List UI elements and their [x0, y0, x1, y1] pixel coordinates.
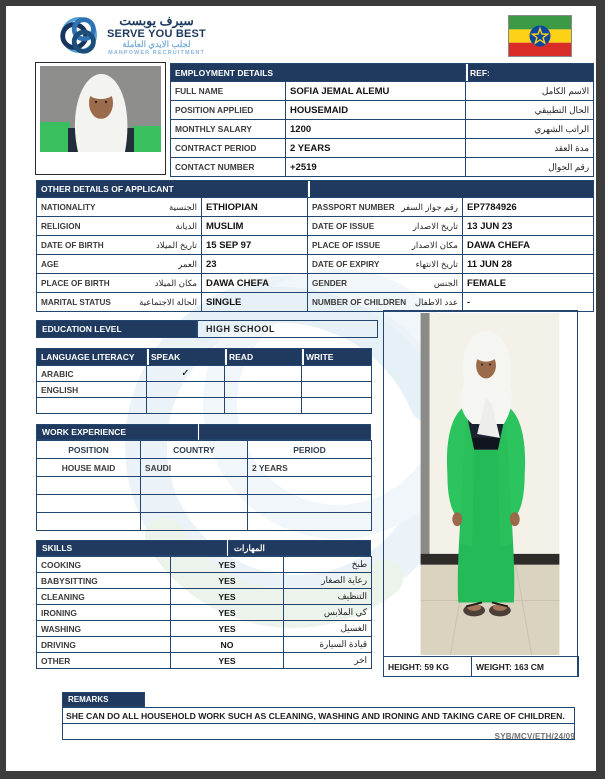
- field-label-cell: NUMBER OF CHILDREN عدد الاطفال: [308, 293, 463, 312]
- education-level-value: HIGH SCHOOL: [197, 320, 378, 338]
- other-details-table: [36, 180, 594, 312]
- language-literacy-header: LANGUAGE LITERACY: [37, 349, 147, 366]
- field-value: HOUSEMAID: [286, 101, 466, 120]
- agency-arabic-subtitle: لجلب الايدي العاملة: [122, 39, 191, 50]
- skills-header-arabic: المهارات: [228, 540, 371, 556]
- skills-section: [36, 540, 371, 556]
- field-arabic-label: مدة العقد: [466, 139, 594, 158]
- field-label: CONTRACT PERIOD: [171, 139, 286, 158]
- language-literacy-table: [36, 348, 372, 414]
- skill-label: DRIVING: [37, 637, 171, 653]
- work-experience-header-right: [199, 424, 371, 440]
- position-header: POSITION: [37, 441, 141, 459]
- field-label-cell: RELIGION الديانة: [37, 217, 202, 236]
- field-arabic-label: الاسم الكامل: [466, 82, 594, 101]
- field-label-cell: DATE OF EXPIRY تاريخ الانتهاء: [308, 255, 463, 274]
- field-value: DAWA CHEFA: [463, 236, 594, 255]
- field-value: MUSLIM: [202, 217, 308, 236]
- skill-label: IRONING: [37, 605, 171, 621]
- read-cell: [225, 366, 302, 382]
- field-value: FEMALE: [463, 274, 594, 293]
- field-label-cell: PLACE OF ISSUE مكان الاصدار: [308, 236, 463, 255]
- skill-value: NO: [171, 637, 284, 653]
- agency-logo: [56, 11, 206, 59]
- skill-arabic: قيادة السيارة: [284, 637, 372, 653]
- period-value: [248, 477, 372, 495]
- skill-label: COOKING: [37, 557, 171, 573]
- country-header: COUNTRY: [141, 441, 248, 459]
- skill-value: YES: [171, 589, 284, 605]
- country-value: [141, 513, 248, 531]
- period-value: [248, 513, 372, 531]
- field-label: POSITION APPLIED: [171, 101, 286, 120]
- skill-label: OTHER: [37, 653, 171, 669]
- field-value: 23: [202, 255, 308, 274]
- field-label: FULL NAME: [171, 82, 286, 101]
- speak-checkmark-icon: ✓: [147, 366, 225, 382]
- period-header: PERIOD: [248, 441, 372, 459]
- skill-value: YES: [171, 605, 284, 621]
- field-value: 13 JUN 23: [463, 217, 594, 236]
- field-label-cell: AGE العمر: [37, 255, 202, 274]
- field-label: MONTHLY SALARY: [171, 120, 286, 139]
- language-name: [37, 398, 147, 414]
- field-value: 15 SEP 97: [202, 236, 308, 255]
- weight-value: WEIGHT: 163 CM: [472, 657, 579, 677]
- field-value: 2 YEARS: [286, 139, 466, 158]
- agency-logo-mark-icon: [56, 11, 102, 59]
- field-label-cell: GENDER الجنس: [308, 274, 463, 293]
- applicant-portrait-photo: [35, 62, 166, 175]
- write-header: WRITE: [302, 349, 372, 366]
- write-cell: [302, 398, 372, 414]
- skill-label: WASHING: [37, 621, 171, 637]
- field-arabic-label: الراتب الشهري: [466, 120, 594, 139]
- remarks-header: REMARKS: [62, 692, 145, 707]
- field-value: ETHIOPIAN: [202, 198, 308, 217]
- read-cell: [225, 382, 302, 398]
- field-value: +2519: [286, 158, 466, 177]
- education-level-header: EDUCATION LEVEL: [36, 320, 197, 338]
- field-label-cell: NATIONALITY الجنسية: [37, 198, 202, 217]
- position-value: HOUSE MAID: [37, 459, 141, 477]
- field-value: -: [463, 293, 594, 312]
- field-value: DAWA CHEFA: [202, 274, 308, 293]
- read-cell: [225, 398, 302, 414]
- work-experience-header: WORK EXPERIENCE: [36, 424, 198, 440]
- field-value: SOFIA JEMAL ALEMU: [286, 82, 466, 101]
- country-value: SAUDI: [141, 459, 248, 477]
- speak-header: SPEAK: [147, 349, 225, 366]
- skill-value: YES: [171, 557, 284, 573]
- agency-subtitle: MANPOWER RECRUITMENT: [108, 49, 205, 56]
- field-value: SINGLE: [202, 293, 308, 312]
- field-label-cell: DATE OF ISSUE تاريخ الاصدار: [308, 217, 463, 236]
- employment-details-header: EMPLOYMENT DETAILS: [171, 64, 466, 82]
- skill-value: YES: [171, 621, 284, 637]
- other-details-header: OTHER DETAILS OF APPLICANT: [37, 181, 308, 198]
- skill-arabic: اخر: [284, 653, 372, 669]
- skills-table: [36, 556, 372, 669]
- skill-value: YES: [171, 573, 284, 589]
- work-experience-table: [36, 440, 372, 531]
- height-value: HEIGHT: 59 KG: [384, 657, 472, 677]
- field-arabic-label: رقم الجوال: [466, 158, 594, 177]
- field-value: 11 JUN 28: [463, 255, 594, 274]
- language-name: ENGLISH: [37, 382, 147, 398]
- skill-value: YES: [171, 653, 284, 669]
- field-label-cell: MARITAL STATUS الحالة الاجتماعية: [37, 293, 202, 312]
- document-ref-code: SYB/MCV/ETH/24/09: [494, 732, 575, 741]
- remarks-text: SHE CAN DO ALL HOUSEHOLD WORK SUCH AS CLEANING, WASHING AND IRONING AND TAKING CARE OF CHILDREN.: [62, 707, 575, 724]
- agency-title: SERVE YOU BEST: [107, 28, 206, 40]
- position-value: [37, 477, 141, 495]
- ethiopia-flag-icon: [508, 15, 572, 57]
- country-value: [141, 495, 248, 513]
- skill-arabic: رعاية الصغار: [284, 573, 372, 589]
- read-header: READ: [225, 349, 302, 366]
- applicant-fullbody-photo: [420, 313, 560, 655]
- skill-arabic: كي الملابس: [284, 605, 372, 621]
- ref-header: REF:: [466, 64, 594, 82]
- skill-label: BABYSITTING: [37, 573, 171, 589]
- field-arabic-label: الحال التطبيقي: [466, 101, 594, 120]
- employment-details-table: [170, 63, 594, 177]
- speak-cell: [147, 382, 225, 398]
- speak-cell: [147, 398, 225, 414]
- language-name: ARABIC: [37, 366, 147, 382]
- position-value: [37, 513, 141, 531]
- field-label-cell: PASSPORT NUMBER رقم جواز السفر: [308, 198, 463, 217]
- write-cell: [302, 382, 372, 398]
- write-cell: [302, 366, 372, 382]
- skill-arabic: التنظيف: [284, 589, 372, 605]
- education-level-section: [36, 320, 197, 338]
- position-value: [37, 495, 141, 513]
- period-value: [248, 495, 372, 513]
- skills-header: SKILLS: [36, 540, 227, 556]
- field-label-cell: DATE OF BIRTH تاريخ الميلاد: [37, 236, 202, 255]
- remarks-section: [62, 692, 145, 707]
- field-value: EP7784926: [463, 198, 594, 217]
- period-value: 2 YEARS: [248, 459, 372, 477]
- agency-arabic-title: سيرف يوبست: [119, 14, 194, 28]
- work-experience-section: [36, 424, 371, 440]
- skill-label: CLEANING: [37, 589, 171, 605]
- other-details-header-right: [308, 181, 594, 198]
- field-label-cell: PLACE OF BIRTH مكان الميلاد: [37, 274, 202, 293]
- country-value: [141, 477, 248, 495]
- skill-arabic: طبخ: [284, 557, 372, 573]
- field-label: CONTACT NUMBER: [171, 158, 286, 177]
- skill-arabic: الغسيل: [284, 621, 372, 637]
- height-weight-table: [383, 656, 579, 677]
- field-value: 1200: [286, 120, 466, 139]
- applicant-fullbody-photo-panel: [383, 310, 578, 677]
